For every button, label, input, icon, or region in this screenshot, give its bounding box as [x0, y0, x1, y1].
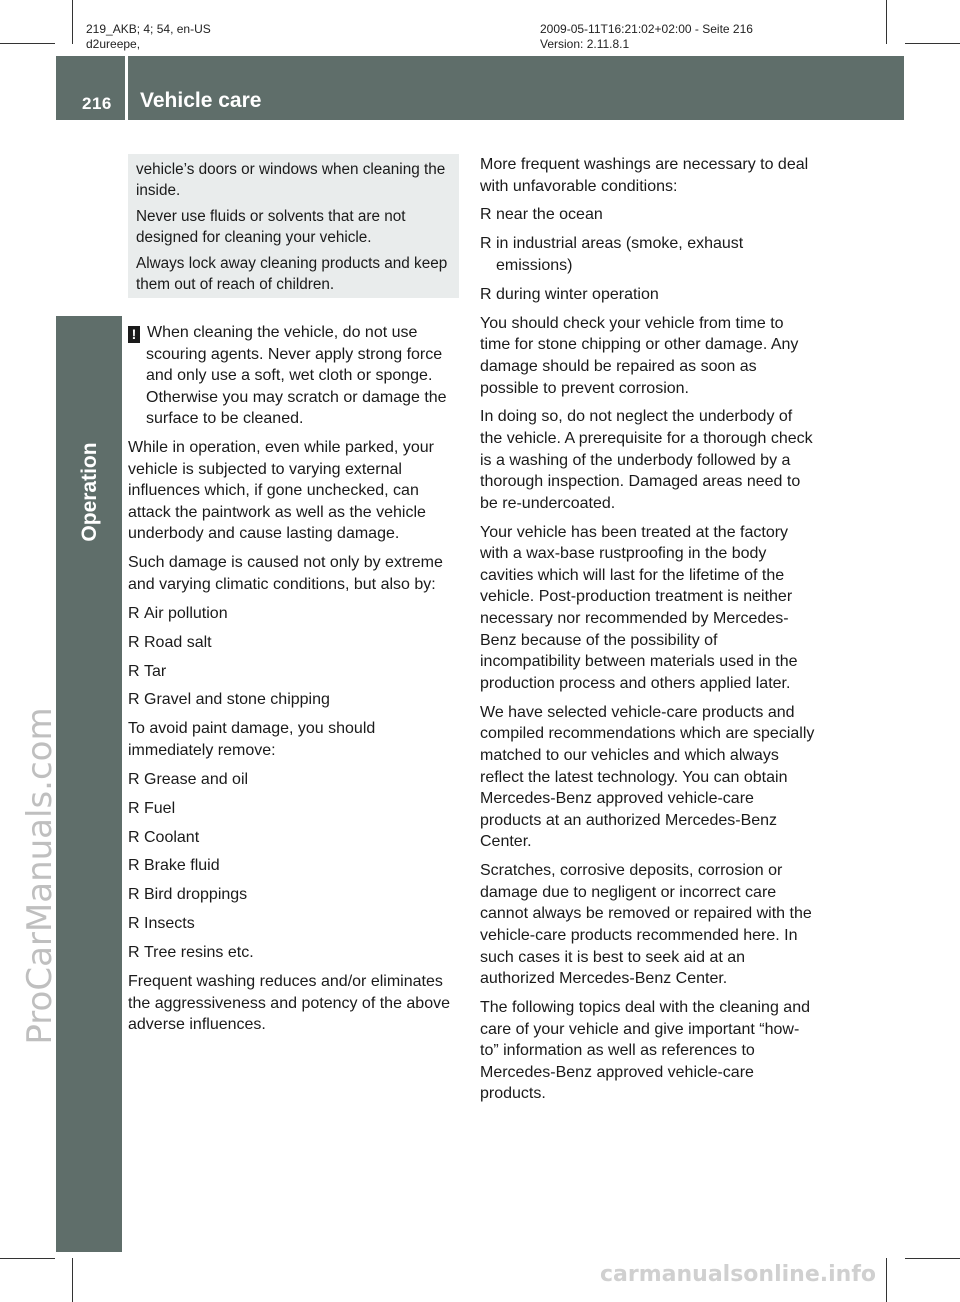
print-meta-left-line1: 219_AKB; 4; 54, en-US [86, 22, 211, 36]
crop-mark-top-left-h [0, 43, 55, 44]
warning-box [128, 154, 459, 298]
list-item: R Bird droppings [128, 884, 463, 906]
crop-mark-top-left-v [72, 0, 73, 44]
print-meta-left [86, 22, 211, 52]
paragraph: Your vehicle has been treated at the factory with a wax-base rustproofing in the body cavities which will last for the lifetime of the vehicle. Post-production treatment is neither necessary nor recommended by Mercedes-Benz because of the possibility of incompatibility between materials used in the production process and others applied later. [480, 523, 798, 692]
list-item: R Tree resins etc. [128, 942, 463, 964]
bullet-list-remove [128, 769, 463, 964]
crop-mark-bottom-left-h [0, 1258, 55, 1259]
paragraph: In doing so, do not neglect the underbody of the vehicle. A prerequisite for a thorough check is a washing of the underbody followed by a thorough inspection. Damaged areas need to be re-undercoated. [480, 408, 813, 512]
note-first-line: When cleaning the vehicle, do not use [147, 324, 418, 341]
paragraph: Such damage is caused not only by extreme and varying climatic conditions, but also by: [128, 554, 443, 593]
crop-mark-bottom-left-v [72, 1258, 73, 1302]
watermark: ProCarManuals.com [20, 707, 60, 1045]
list-item: R near the ocean [480, 204, 816, 226]
paragraph: More frequent washings are necessary to deal with unfavorable conditions: [480, 156, 809, 195]
list-item: R Insects [128, 913, 463, 935]
print-meta-right-line2: Version: 2.11.8.1 [540, 37, 630, 51]
paragraph: Scratches, corrosive deposits, corrosion or damage due to negligent or incorrect care cannot always be removed or repaired with the vehicle-care products recommended here. In such cases it is best to seek aid at an authorized Mercedes-Benz Center. [480, 862, 812, 988]
warning-text-2: Never use fluids or solvents that are not designed for cleaning your vehicle. [136, 208, 406, 246]
crop-mark-top-right-h [905, 43, 960, 44]
side-tab-label: Operation [78, 442, 101, 542]
header-divider [125, 56, 128, 120]
warning-text-3: Always lock away cleaning products and keep them out of reach of children. [136, 255, 448, 293]
page-number: 216 [82, 94, 112, 113]
crop-mark-bottom-right-v [886, 1258, 887, 1302]
list-item: R Air pollution [128, 603, 463, 625]
list-item: R in industrial areas (smoke, exhaust emissions) [480, 233, 816, 276]
list-item: R Road salt [128, 632, 463, 654]
print-meta-right-line1: 2009-05-11T16:21:02+02:00 - Seite 216 [540, 22, 753, 36]
paragraph: Frequent washing reduces and/or eliminates the aggressiveness and potency of the above adverse influences. [128, 973, 450, 1034]
exclamation-icon: ! [128, 326, 140, 343]
warning-text-1: vehicle’s doors or windows when cleaning the inside. [136, 161, 446, 199]
footer-url: carmanualsonline.info [600, 1262, 876, 1287]
list-item: R Gravel and stone chipping [128, 689, 463, 711]
side-tab-label-wrap [56, 316, 122, 542]
caution-note [128, 322, 463, 430]
list-item: R Tar [128, 661, 463, 683]
note-text: scouring agents. Never apply strong force and only use a soft, wet cloth or sponge. Otherwise you may scratch or damage the surface to be cleaned. [146, 345, 447, 428]
paragraph: We have selected vehicle-care products and compiled recommendations which are specially matched to our vehicles and which always reflect the latest technology. You can obtain Mercedes-Benz approved vehicle-care products at an authorized Mercedes-Benz Center. [480, 703, 815, 851]
print-meta-right [540, 22, 753, 52]
bullet-list-conditions [480, 204, 816, 305]
paragraph: While in operation, even while parked, your vehicle is subjected to varying external influences which, if gone unchecked, can attack the paintwork as well as the vehicle underbody and cause lasting damage. [128, 438, 434, 543]
side-tab [56, 316, 122, 1252]
list-item: R Coolant [128, 827, 463, 849]
list-item: R Grease and oil [128, 769, 463, 791]
print-meta-left-line2: d2ureepe, [86, 37, 141, 51]
right-column [480, 154, 816, 1112]
paragraph: The following topics deal with the cleaning and care of your vehicle and give important “how-to” information as well as references to Mercedes-Benz approved vehicle-care products. [480, 999, 810, 1103]
list-item: R Fuel [128, 798, 463, 820]
paragraph: You should check your vehicle from time to time for stone chipping or other damage. Any damage should be repaired as soon as possible to prevent corrosion. [480, 314, 799, 397]
paragraph: To avoid paint damage, you should immediately remove: [128, 720, 376, 759]
crop-mark-top-right-v [886, 0, 887, 44]
crop-mark-bottom-right-h [905, 1258, 960, 1259]
left-column [128, 154, 463, 1043]
bullet-list-influences [128, 603, 463, 711]
list-item: R Brake fluid [128, 855, 463, 877]
list-item: R during winter operation [480, 284, 816, 306]
page-title: Vehicle care [140, 89, 262, 112]
